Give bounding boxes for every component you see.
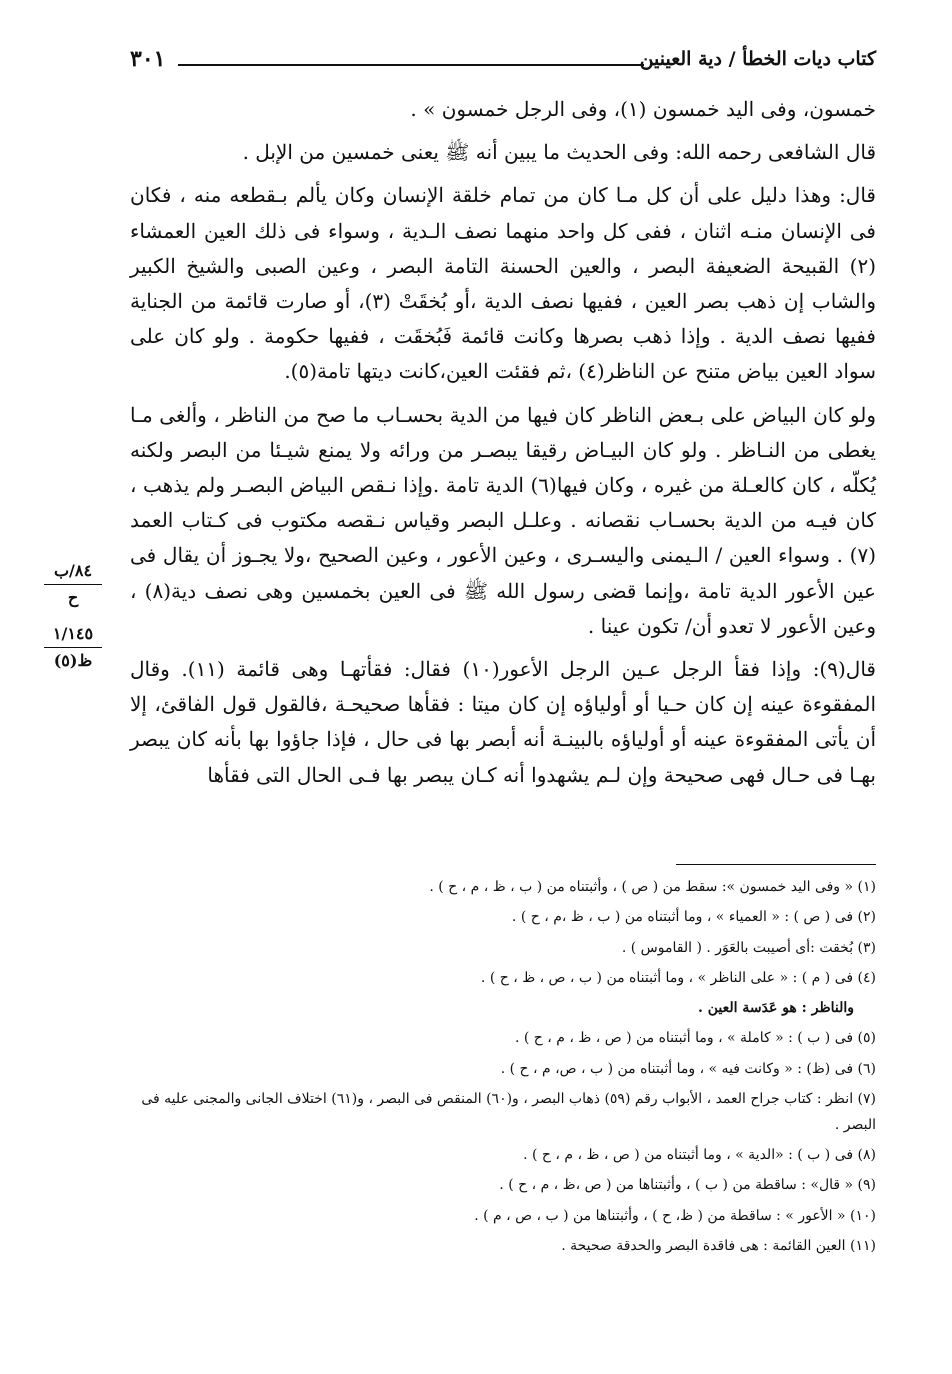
margin-rule (44, 584, 102, 585)
footnote: (١٠) « الأعور » : ساقطة من ( ظ، ح ) ، وأثبتناها من ( ب ، ص ، م ) . (474, 1207, 876, 1224)
footnote-continuation: والناظر : هو عَدَسة العين . (697, 1000, 854, 1017)
margin-note: ح (67, 588, 79, 607)
paragraph: خمسون، وفى اليد خمسون (١)، وفى الرجل خمسون » . (410, 97, 876, 121)
footnote: (١١) العين القائمة : هى فاقدة البصر والحدقة صحيحة . (561, 1237, 876, 1254)
footnote: (٥) فى ( ب ) : « كاملة » ، وما أثبتناه من ( ص ، ظ ، م ، ح ) . (514, 1030, 876, 1047)
paragraph: قال: وهذا دليل على أن كل مـا كان من تمام خلقة الإنسان وكان يألم بـقطعه منه ، فكان فى الإنسان منـه اثنان ، ففى كل واحد منهما نصف الـدية ، وسواء فى ذلك العين العمشاء (٢) القبيحة الضعيفة البصر ، والعين الحسنة التامة البصر ، وعين الصبى والشيخ الكبير والشاب إن ذهب بصر العين ، ففيها نصف الدية ،أو بُخقَتْ (٣)، أو صارت قائمة من الجناية ففيها نصف الدية . وإذا ذهب بصرها وكانت قائمة فَبُخقَت ، ففيها حكومة . ولو كان على سواد العين بياض متنح عن الناظر(٤) ،ثم فقئت العين،كانت ديتها تامة(٥). (130, 183, 876, 384)
footnote: (١) « وفى اليد خمسون »: سقط من ( ص ) ، وأثبتناه من ( ب ، ظ ، م ، ح ) . (429, 879, 876, 895)
paragraph: قال الشافعى رحمه الله: وفى الحديث ما يبين أنه ﷺ يعنى خمسين من الإبل . (242, 140, 876, 165)
margin-note: ٨٤/ب (53, 561, 93, 580)
header-rule (178, 64, 644, 66)
margin-manuscript-refs (28, 560, 118, 672)
footnote: (٧) انظر : كتاب جراح العمد ، الأبواب رقم (٥٩) ذهاب البصر ، و(٦٠) المنقص فى البصر ، و(٦١) اختلاف الجانى والمجنى عليه فى البصر . (141, 1091, 876, 1134)
footnote: (٦) فى (ظ) : « وكانت فيه » ، وما أثبتناه من ( ب ، ص، م ، ح ) . (500, 1060, 876, 1077)
paragraph: ولو كان البياض على بـعض الناظر كان فيها من الدية بحسـاب ما صح من الناظر ، وألغى مـا يغطى من النـاظر . ولو كان البيـاض رقيقا يبصـر من ورائه ولا يمنع شيـئا من البصر ولكنه يُكلّه ، كان كالعـلة من غيره ، وكان فيها(٦) الدية تامة .وإذا نـقص البياض البصـر ولم يذهب ، كان فيـه من الدية بحسـاب نقصانه . وعلـل البصر وقياس نـقصه مكتوب فى كـتاب العمد (٧) . وسواء العين / الـيمنى واليسـرى ، وعين الأعور ، وعين الصحيح ،ولا يجـوز أن يقال فى عين الأعور الدية تامة ،وإنما قضى رسول الله ﷺ فى العين بخمسين وهى نصف دية(٨) ، وعين الأعور لا تعدو أن/ تكون عينا . (130, 402, 876, 638)
page-header (120, 42, 876, 82)
footnote: (٤) فى ( م ) : « على الناظر » ، وما أثبتناه من ( ب ، ص ، ظ ، ح ) . (480, 969, 876, 986)
margin-rule (44, 647, 102, 648)
margin-note: ظ(٥) (53, 651, 93, 670)
paragraph: قال(٩): وإذا فقأ الرجل عـين الرجل الأعور(١٠) فقال: فقأتهـا وهى قائمة (١١). وقال المفقوءة عينه إن كان حـيا أو أولياؤه إن كان ميتا : فقأها صحيحـة ،فالقول قول الفاقئ، إلا أن يأتى المفقوءة عينه أو أولياؤه بالبينـة أنه أبصر بها فى حال ، فإذا جاؤوا بها بأنه كان يبصر بهـا فى حـال فهى صحيحة وإن لـم يشهدوا أنه كـان يبصر بها فـى الحال التى فقأها (130, 657, 876, 787)
footnotes (130, 872, 876, 1261)
footnote: (٢) فى ( ص ) : « العمياء » ، وما أثبتناه من ( ب ، ظ ،م ، ح ) . (511, 909, 876, 926)
footnote: (٨) فى ( ب ) : «الدية » ، وما أثبتناه من ( ص ، ظ ، م ، ح ) . (523, 1147, 876, 1164)
margin-note: ١/١٤٥ (52, 624, 94, 643)
running-title: كتاب ديات الخطأ / دية العينين (639, 48, 876, 70)
footnote-rule (676, 864, 876, 865)
footnote: (٣) بُخقت :أى أصيبت بالعَوَر . ( القاموس ) . (621, 939, 876, 956)
page-number: ٣٠١ (130, 46, 166, 72)
footnote: (٩) « قال» : ساقطة من ( ب ) ، وأثبتناها من ( ص ،ظ ، م ، ح ) . (499, 1177, 876, 1194)
main-text (130, 92, 876, 793)
